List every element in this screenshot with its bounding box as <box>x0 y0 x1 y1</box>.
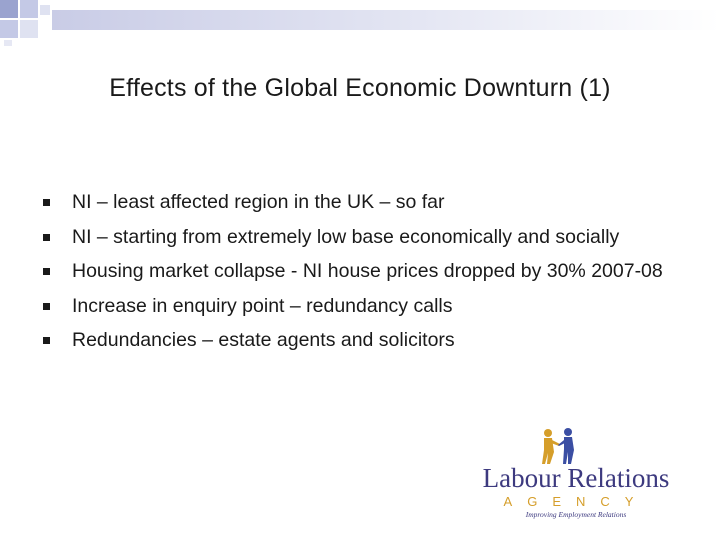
header-square <box>0 20 18 38</box>
two-figures-holding-hands-icon <box>528 428 588 464</box>
bullet-item <box>40 259 680 283</box>
square-bullet-icon <box>43 337 50 344</box>
logo-agency-text: AGENCY <box>503 494 649 509</box>
bullet-text: NI – least affected region in the UK – so far <box>72 191 445 213</box>
square-bullet-icon <box>43 199 50 206</box>
square-bullet-icon <box>43 303 50 310</box>
bullet-item <box>40 294 680 318</box>
bullet-item <box>40 225 680 249</box>
bullet-item <box>40 328 680 352</box>
bullet-item <box>40 190 680 214</box>
square-bullet-icon <box>43 234 50 241</box>
labour-relations-agency-logo <box>468 428 684 522</box>
slide-title: Effects of the Global Economic Downturn (1) <box>109 74 611 102</box>
header-gradient-bar <box>52 10 720 30</box>
bullet-list <box>40 190 680 363</box>
header-square <box>40 5 50 15</box>
bullet-text: NI – starting from extremely low base economically and socially <box>72 225 620 248</box>
bullet-text: Housing market collapse - NI house prices dropped by 30% 2007-08 <box>72 260 663 282</box>
logo-wordmark: Labour Relations <box>482 463 670 493</box>
bullet-text: Redundancies – estate agents and solicitors <box>72 329 455 351</box>
logo-tagline: Improving Employment Relations <box>525 510 627 519</box>
bullet-text: Increase in enquiry point – redundancy calls <box>72 294 453 317</box>
header-square <box>0 0 18 18</box>
header-square <box>4 40 12 46</box>
header-square <box>20 0 38 18</box>
header-square <box>20 20 38 38</box>
square-bullet-icon <box>43 268 50 275</box>
header-decoration <box>0 0 720 46</box>
